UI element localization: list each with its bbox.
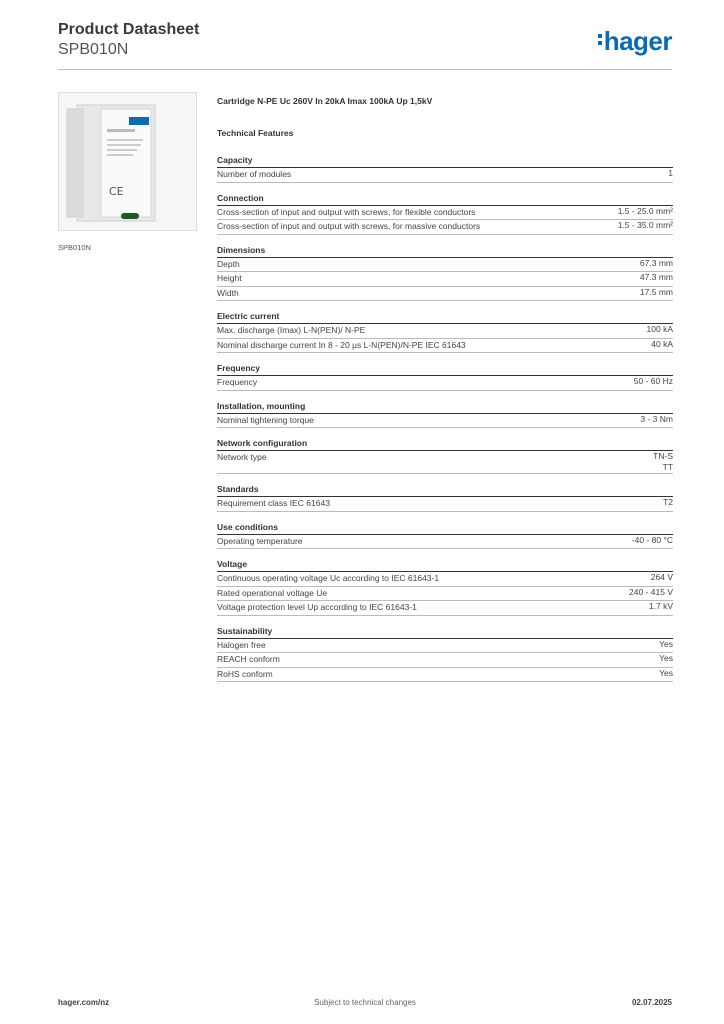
spec-label: Operating temperature — [217, 535, 303, 546]
spec-label: Height — [217, 273, 242, 283]
spec-value — [640, 414, 673, 428]
spec-row — [217, 287, 673, 302]
spec-value-line: Yes — [659, 667, 673, 678]
spec-value-line: -40 - 80 °C — [631, 534, 673, 545]
spec-row — [217, 168, 673, 183]
spec-label: Number of modules — [217, 169, 292, 179]
spec-value-line: 50 - 60 Hz — [633, 376, 673, 386]
spec-group-title: Sustainability — [217, 625, 673, 639]
spec-row — [217, 497, 673, 512]
spec-value-line: 40 kA — [651, 338, 673, 349]
spec-group — [217, 310, 673, 353]
spec-label: Rated operational voltage Ue — [217, 587, 328, 598]
logo-text: hager — [603, 26, 672, 56]
spec-group — [217, 154, 673, 183]
spec-row — [217, 572, 673, 587]
spec-row — [217, 587, 673, 602]
spec-label: RoHS conform — [217, 668, 273, 679]
spec-value — [640, 272, 673, 286]
spec-value — [651, 339, 673, 353]
spec-value — [640, 258, 673, 272]
spec-value-line: 1.5 - 35.0 mm² — [617, 220, 673, 230]
spec-label: Cross-section of input and output with screws, for massive conductors — [217, 221, 481, 231]
spec-group — [217, 362, 673, 391]
spec-label: Continuous operating voltage Uc according to IEC 61643-1 — [217, 573, 440, 583]
spec-label: Frequency — [217, 377, 258, 387]
spec-value — [634, 376, 673, 390]
product-image — [58, 92, 197, 231]
spec-label: Halogen free — [217, 639, 266, 650]
spec-value-line: Yes — [659, 653, 673, 663]
spec-value — [647, 324, 673, 338]
spec-value-line: 1.5 - 25.0 mm² — [617, 205, 673, 216]
spec-group-title: Frequency — [217, 362, 673, 376]
spec-value-line: 240 - 415 V — [629, 586, 673, 597]
spec-group — [217, 483, 673, 512]
spec-group-title: Network configuration — [217, 437, 673, 451]
spec-group — [217, 400, 673, 429]
spec-value-line: 3 - 3 Nm — [640, 413, 673, 424]
spec-group-title: Connection — [217, 192, 673, 206]
spec-group — [217, 192, 673, 235]
spec-row — [217, 414, 673, 429]
spec-row — [217, 668, 673, 683]
spec-row — [217, 272, 673, 287]
spec-row — [217, 324, 673, 339]
spec-value — [618, 220, 673, 234]
cartridge-illustration-icon — [59, 93, 196, 230]
header-divider — [58, 69, 672, 70]
spec-value — [651, 572, 673, 586]
spec-row — [217, 258, 673, 273]
spec-content — [217, 96, 673, 691]
spec-value-line: 264 V — [650, 572, 673, 582]
spec-group — [217, 625, 673, 683]
spec-value — [653, 451, 673, 473]
spec-label: Max. discharge (Imax) L-N(PEN)/ N-PE — [217, 325, 366, 335]
spec-label: Voltage protection level Up according to IEC 61643-1 — [217, 602, 417, 612]
spec-label: Requirement class IEC 61643 — [217, 498, 330, 508]
spec-value-line: 1 — [668, 168, 673, 178]
spec-row — [217, 206, 673, 221]
spec-value-line: TN-S — [653, 451, 673, 461]
spec-value-line: 47.3 mm — [639, 272, 673, 282]
spec-row — [217, 639, 673, 654]
spec-row — [217, 451, 673, 474]
spec-group-title: Dimensions — [217, 244, 673, 258]
spec-label: Cross-section of input and output with screws, for flexible conductors — [217, 206, 476, 217]
spec-value — [659, 668, 673, 682]
technical-features-heading: Technical Features — [217, 128, 294, 138]
spec-row — [217, 601, 673, 616]
svg-text:CE: CE — [109, 185, 124, 198]
spec-groups — [217, 154, 673, 682]
footer-date: 02.07.2025 — [631, 998, 672, 1007]
spec-group-title: Capacity — [217, 154, 673, 168]
spec-row — [217, 220, 673, 235]
spec-group-title: Voltage — [217, 558, 673, 572]
spec-value-line: 100 kA — [646, 324, 673, 334]
spec-value — [618, 206, 673, 220]
logo-dots-icon — [598, 34, 602, 48]
spec-label: Nominal discharge current In 8 - 20 µs L-N(PEN)/N-PE IEC 61643 — [217, 339, 466, 350]
spec-value — [659, 653, 673, 667]
footer-notice: Subject to technical changes — [314, 998, 416, 1007]
spec-value-line: 17.5 mm — [639, 286, 673, 297]
spec-value — [668, 168, 673, 182]
spec-value-line: 67.3 mm — [639, 257, 673, 268]
spec-label: REACH conform — [217, 654, 280, 664]
hager-logo — [598, 26, 672, 57]
spec-value — [663, 497, 673, 511]
spec-group — [217, 521, 673, 550]
spec-row — [217, 535, 673, 550]
spec-label: Network type — [217, 452, 267, 462]
image-caption: SPB010N — [58, 243, 91, 252]
spec-row — [217, 376, 673, 391]
spec-value-line: Yes — [659, 638, 673, 649]
spec-value-line: TT — [662, 462, 673, 472]
spec-row — [217, 339, 673, 354]
document-title: Product Datasheet — [58, 21, 200, 38]
spec-group-title: Use conditions — [217, 521, 673, 535]
spec-group-title: Electric current — [217, 310, 673, 324]
spec-value-line: 1.7 kV — [648, 601, 673, 611]
spec-label: Depth — [217, 258, 240, 269]
footer-website: hager.com/nz — [58, 998, 110, 1007]
spec-value — [649, 601, 673, 615]
spec-label: Width — [217, 287, 239, 298]
spec-label: Nominal tightening torque — [217, 414, 314, 425]
spec-group — [217, 437, 673, 474]
page-header — [58, 20, 672, 68]
spec-value — [632, 535, 673, 549]
spec-row — [217, 653, 673, 668]
spec-group — [217, 244, 673, 302]
product-description: Cartridge N-PE Uc 260V In 20kA Imax 100kA Up 1,5kV — [217, 96, 433, 106]
document-subtitle: SPB010N — [58, 41, 129, 58]
spec-group-title: Standards — [217, 483, 673, 497]
spec-value-line: T2 — [663, 497, 673, 507]
spec-group-title: Installation, mounting — [217, 400, 673, 414]
spec-value — [629, 587, 673, 601]
spec-value — [659, 639, 673, 653]
spec-value — [640, 287, 673, 301]
spec-group — [217, 558, 673, 616]
